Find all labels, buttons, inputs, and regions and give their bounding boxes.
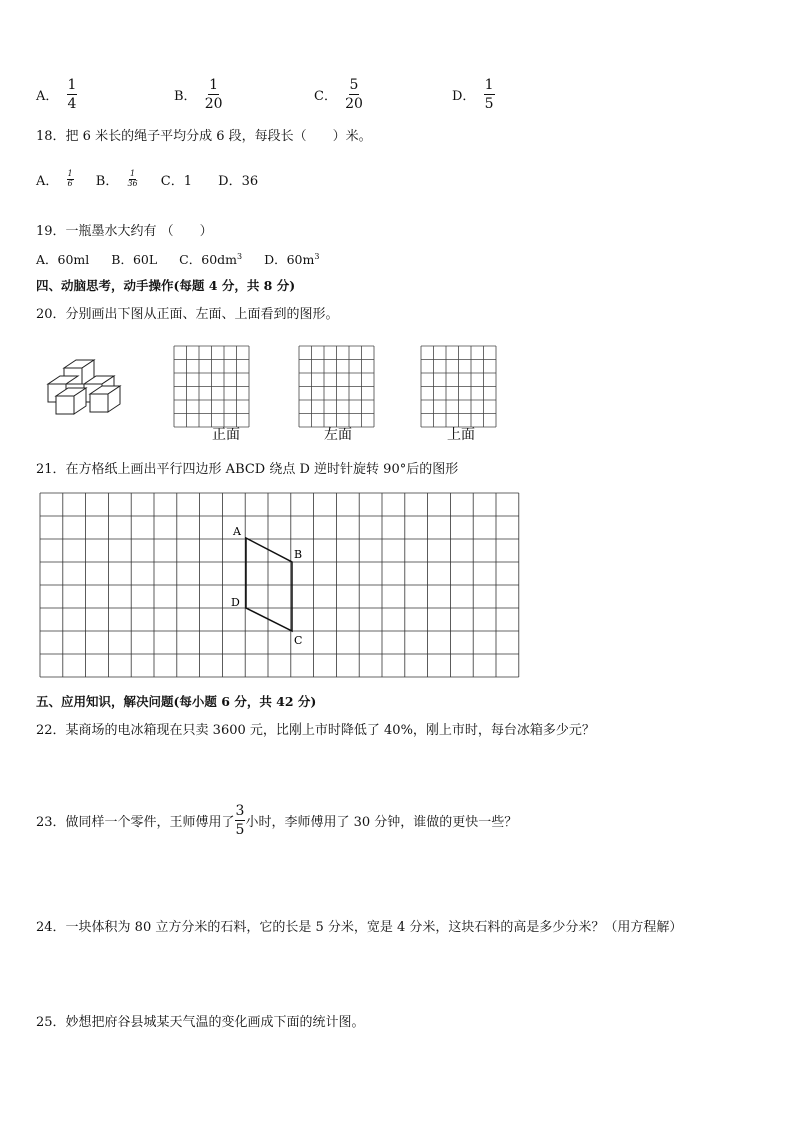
q17-option-a[interactable] xyxy=(36,78,77,111)
fraction xyxy=(67,170,74,189)
denominator: 36 xyxy=(127,179,138,188)
q17-option-c[interactable] xyxy=(314,78,363,111)
fraction xyxy=(67,78,78,111)
front-view-label: 正面 xyxy=(212,427,240,443)
point-d-label: D xyxy=(231,596,240,609)
square-grid xyxy=(40,493,519,677)
q18-option-b[interactable] xyxy=(95,169,143,189)
top-view-grid[interactable] xyxy=(421,346,496,427)
denominator: 6 xyxy=(67,179,73,188)
option-label: B． xyxy=(174,89,197,104)
denominator: 4 xyxy=(67,96,77,112)
q19-option-d[interactable] xyxy=(264,252,319,267)
q19-option-a[interactable]: A．60ml xyxy=(36,252,90,267)
q23-text-post: 小时，李师傅用了 30 分钟，谁做的更快一些？ xyxy=(245,815,518,830)
q21-text: 21．在方格纸上画出平行四边形 ABCD 绕点 D 逆时针旋转 90°后的图形 xyxy=(36,462,459,477)
option-label: C． xyxy=(314,89,337,104)
q18-text: 18．把 6 米长的绳子平均分成 6 段，每段长（ ）米。 xyxy=(36,129,372,144)
cube-stack-figure xyxy=(48,360,120,414)
option-label: D． xyxy=(452,89,476,104)
q17-option-b[interactable] xyxy=(174,78,223,111)
q25-text: 25．妙想把府谷县城某天气温的变化画成下面的统计图。 xyxy=(36,1015,365,1030)
q20-text: 20．分别画出下图从正面、左面、上面看到的图形。 xyxy=(36,307,339,322)
numerator: 5 xyxy=(349,77,359,93)
denominator: 20 xyxy=(345,96,363,112)
q17-option-d[interactable] xyxy=(452,78,495,111)
fraction xyxy=(205,78,223,111)
option-text: C．60dm xyxy=(179,252,237,267)
option-label: A． xyxy=(36,174,59,189)
q18-option-a[interactable] xyxy=(36,169,78,189)
fraction xyxy=(484,78,495,111)
point-a-label: A xyxy=(233,525,241,538)
point-c-label: C xyxy=(294,634,303,647)
q23-text xyxy=(36,804,517,837)
option-text: D．60m xyxy=(264,252,315,267)
q19-text: 19．一瓶墨水大约有 （ ） xyxy=(36,224,213,239)
q18-option-d[interactable]: D．36 xyxy=(218,174,259,189)
numerator: 1 xyxy=(484,77,494,93)
parallelogram-abcd xyxy=(246,538,292,631)
numerator: 1 xyxy=(67,169,73,178)
denominator: 5 xyxy=(484,96,494,112)
front-view-grid[interactable] xyxy=(174,346,249,427)
superscript: 3 xyxy=(237,251,243,261)
option-label: A． xyxy=(36,89,59,104)
numerator: 1 xyxy=(67,77,77,93)
option-label: B． xyxy=(95,174,119,189)
left-view-grid[interactable] xyxy=(299,346,374,427)
q19-option-c[interactable] xyxy=(179,252,242,267)
q19-option-b[interactable]: B．60L xyxy=(111,252,158,267)
numerator: 3 xyxy=(235,803,245,819)
left-view-label: 左面 xyxy=(324,427,352,443)
point-b-label: B xyxy=(294,548,303,561)
superscript: 3 xyxy=(314,251,320,261)
q20-figures xyxy=(36,340,736,445)
numerator: 1 xyxy=(209,77,219,93)
q21-grid-paper[interactable] xyxy=(38,492,524,682)
fraction xyxy=(126,170,138,189)
q19-options xyxy=(36,250,319,268)
section-4-heading: 四、动脑思考，动手操作(每题 4 分，共 8 分) xyxy=(36,278,296,293)
q18-options xyxy=(36,170,258,189)
top-view-label: 上面 xyxy=(447,427,475,443)
q24-text: 24．一块体积为 80 立方分米的石料，它的长是 5 分米，宽是 4 分米，这块石料的高是多少分米？（用方程解） xyxy=(36,920,683,935)
section-5-heading: 五、应用知识，解决问题(每小题 6 分，共 42 分) xyxy=(36,694,317,709)
q23-text-pre: 23．做同样一个零件，王师傅用了 xyxy=(36,815,235,830)
numerator: 1 xyxy=(130,169,136,178)
q22-text: 22．某商场的电冰箱现在只卖 3600 元，比刚上市时降低了 40%，刚上市时，每台冰箱多少元？ xyxy=(36,723,595,738)
fraction xyxy=(235,804,246,837)
denominator: 20 xyxy=(204,96,223,112)
fraction xyxy=(345,78,363,111)
q18-option-c[interactable]: C．1 xyxy=(160,174,193,189)
denominator: 5 xyxy=(235,822,245,838)
